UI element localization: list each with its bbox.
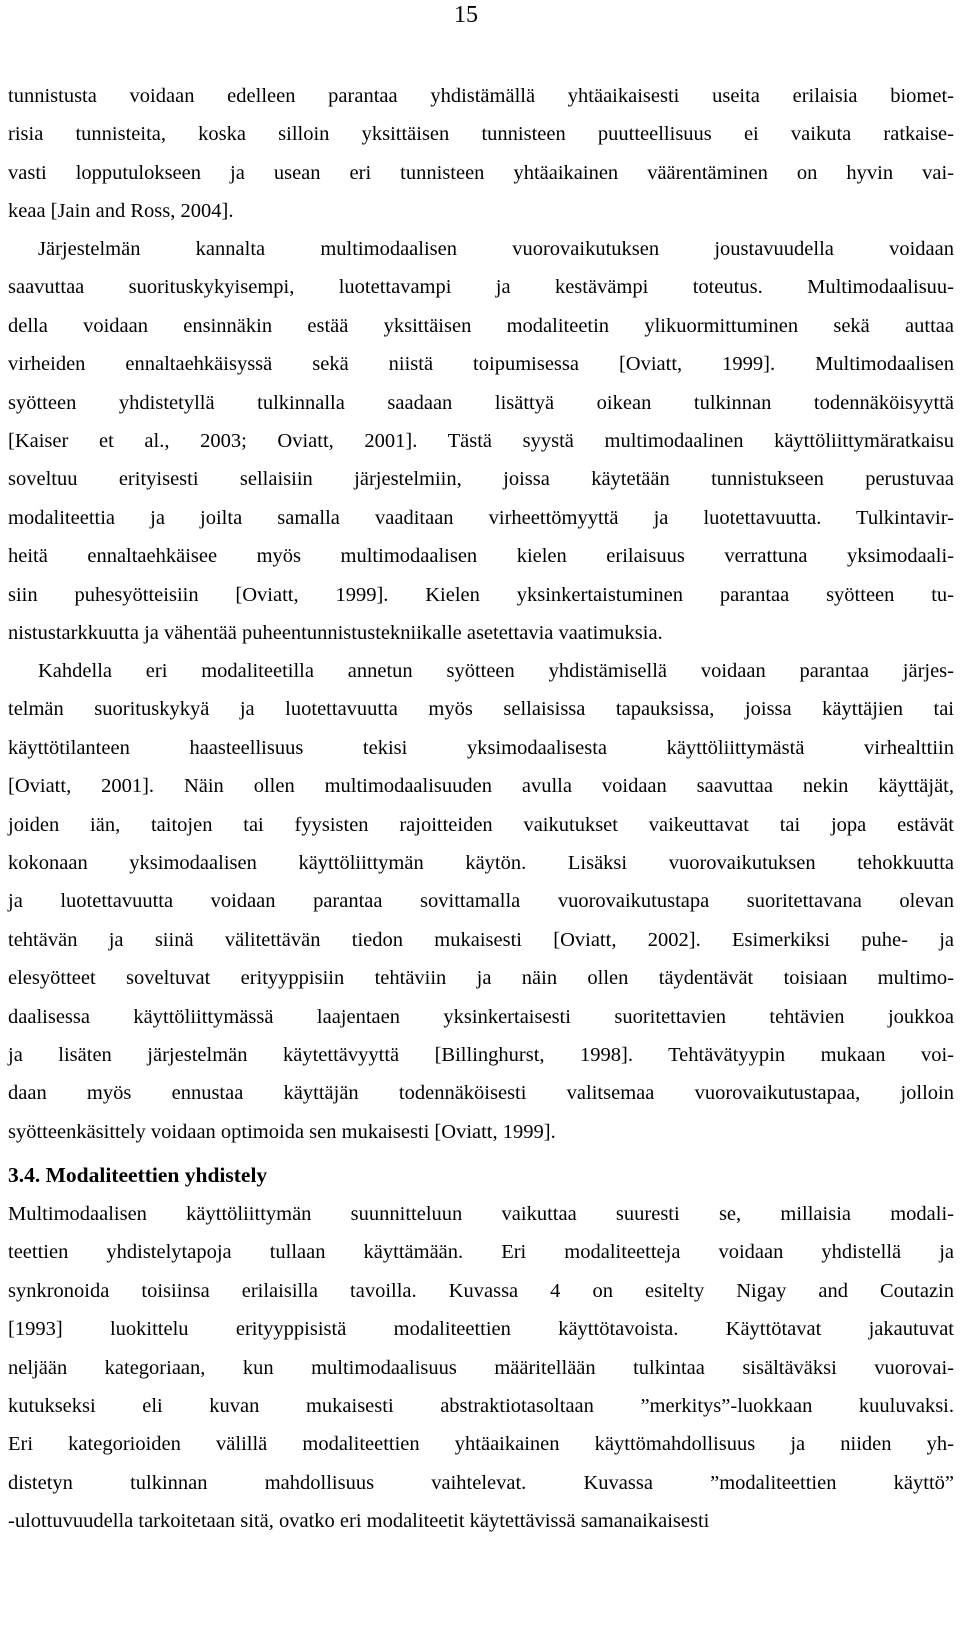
text-line: risia tunnisteita, koska silloin yksittäisen tunnisteen puutteellisuus ei vaikuta ratkaise- xyxy=(8,123,954,146)
section-heading: 3.4. Modaliteettien yhdistely xyxy=(8,1163,268,1187)
text-line: neljään kategoriaan, kun multimodaalisuus määritellään tulkintaa sisältäväksi vuorovai- xyxy=(8,1356,954,1379)
text-line: teettien yhdistelytapoja tullaan käyttämään. Eri modaliteetteja voidaan yhdistellä ja xyxy=(8,1241,954,1264)
text-line: syötteenkäsittely voidaan optimoida sen mukaisesti [Oviatt, 1999]. xyxy=(8,1120,556,1143)
text-line: syötteen yhdistetyllä tulkinnalla saadaan lisättyä oikean tulkinnan todennäköisyyttä xyxy=(8,391,954,414)
text-line: siin puhesyötteisiin [Oviatt, 1999]. Kielen yksinkertaistuminen parantaa syötteen tu- xyxy=(8,583,954,606)
page-number: 15 xyxy=(454,2,478,28)
text-line: telmän suorituskykyä ja luotettavuutta myös sellaisissa tapauksissa, joissa käyttäjien tai xyxy=(8,698,954,721)
text-line: Kahdella eri modaliteetilla annetun syötteen yhdistämisellä voidaan parantaa järjes- xyxy=(38,660,954,682)
text-line: heitä ennaltaehkäisee myös multimodaalisen kielen erilaisuus verrattuna yksimodaali- xyxy=(8,545,954,568)
text-line: -ulottuvuudella tarkoitetaan sitä, ovatko eri modaliteetit käytettävissä samanaikaisesti xyxy=(8,1510,710,1533)
text-line: [1993] luokittelu erityyppisistä modaliteettien käyttötavoista. Käyttötavat jakautuvat xyxy=(8,1318,954,1341)
text-line: synkronoida toisiinsa erilaisilla tavoilla. Kuvassa 4 on esitelty Nigay and Coutazin xyxy=(8,1279,954,1302)
text-line: Eri kategorioiden välillä modaliteettien yhtäaikainen käyttömahdollisuus ja niiden yh- xyxy=(8,1433,954,1456)
text-line: kokonaan yksimodaalisen käyttöliittymän käytön. Lisäksi vuorovaikutuksen tehokkuutta xyxy=(8,852,954,874)
text-line: nistustarkkuutta ja vähentää puheentunnistustekniikalle asetettavia vaatimuksia. xyxy=(8,622,663,644)
text-line: daan myös ennustaa käyttäjän todennäköisesti valitsemaa vuorovaikutustapaa, jolloin xyxy=(8,1082,954,1105)
text-line: käyttötilanteen haasteellisuus tekisi yksimodaalisesta käyttöliittymästä virhealttiin xyxy=(8,736,954,759)
text-line: saavuttaa suorituskykyisempi, luotettavampi ja kestävämpi toteutus. Multimodaalisuu- xyxy=(8,276,954,299)
text-line: tehtävän ja siinä välitettävän tiedon mukaisesti [Oviatt, 2002]. Esimerkiksi puhe- ja xyxy=(8,928,954,951)
text-line: vasti lopputulokseen ja usean eri tunnisteen yhtäaikainen väärentäminen on hyvin vai- xyxy=(8,161,954,184)
text-line: kutukseksi eli kuvan mukaisesti abstraktiotasoltaan ”merkitys”-luokkaan kuuluvaksi. xyxy=(8,1395,954,1417)
text-line: daalisessa käyttöliittymässä laajentaen yksinkertaisesti suoritettavien tehtävien joukkoa xyxy=(8,1005,954,1028)
text-line: della voidaan ensinnäkin estää yksittäisen modaliteetin ylikuormittuminen sekä auttaa xyxy=(8,314,954,337)
text-line: ja lisäten järjestelmän käytettävyyttä [Billinghurst, 1998]. Tehtävätyypin mukaan voi- xyxy=(8,1044,954,1066)
text-line: virheiden ennaltaehkäisyssä sekä niistä toipumisessa [Oviatt, 1999]. Multimodaalisen xyxy=(8,353,954,376)
text-line: [Oviatt, 2001]. Näin ollen multimodaalisuuden avulla voidaan saavuttaa nekin käyttäjät, xyxy=(8,775,954,798)
text-line: ja luotettavuutta voidaan parantaa sovittamalla vuorovaikutustapa suoritettavana olevan xyxy=(8,890,954,913)
text-line: soveltuu erityisesti sellaisiin järjestelmiin, joissa käytetään tunnistukseen perustuvaa xyxy=(8,468,954,491)
text-line: elesyötteet soveltuvat erityyppisiin tehtäviin ja näin ollen täydentävät toisiaan multimo- xyxy=(8,967,954,990)
text-line: distetyn tulkinnan mahdollisuus vaihtelevat. Kuvassa ”modaliteettien käyttö” xyxy=(8,1471,954,1494)
text-line: tunnistusta voidaan edelleen parantaa yhdistämällä yhtäaikaisesti useita erilaisia biomet- xyxy=(8,85,954,107)
text-line: Multimodaalisen käyttöliittymän suunnitteluun vaikuttaa suuresti se, millaisia modali- xyxy=(8,1203,954,1225)
text-line: Järjestelmän kannalta multimodaalisen vuorovaikutuksen joustavuudella voidaan xyxy=(38,238,954,260)
text-line: modaliteettia ja joilta samalla vaaditaan virheettömyyttä ja luotettavuutta. Tulkintavir- xyxy=(8,506,954,529)
text-line: keaa [Jain and Ross, 2004]. xyxy=(8,200,234,223)
text-line: [Kaiser et al., 2003; Oviatt, 2001]. Tästä syystä multimodaalinen käyttöliittymäratkaisu xyxy=(8,430,954,452)
text-line: joiden iän, taitojen tai fyysisten rajoitteiden vaikutukset vaikeuttavat tai jopa estävät xyxy=(8,813,954,836)
